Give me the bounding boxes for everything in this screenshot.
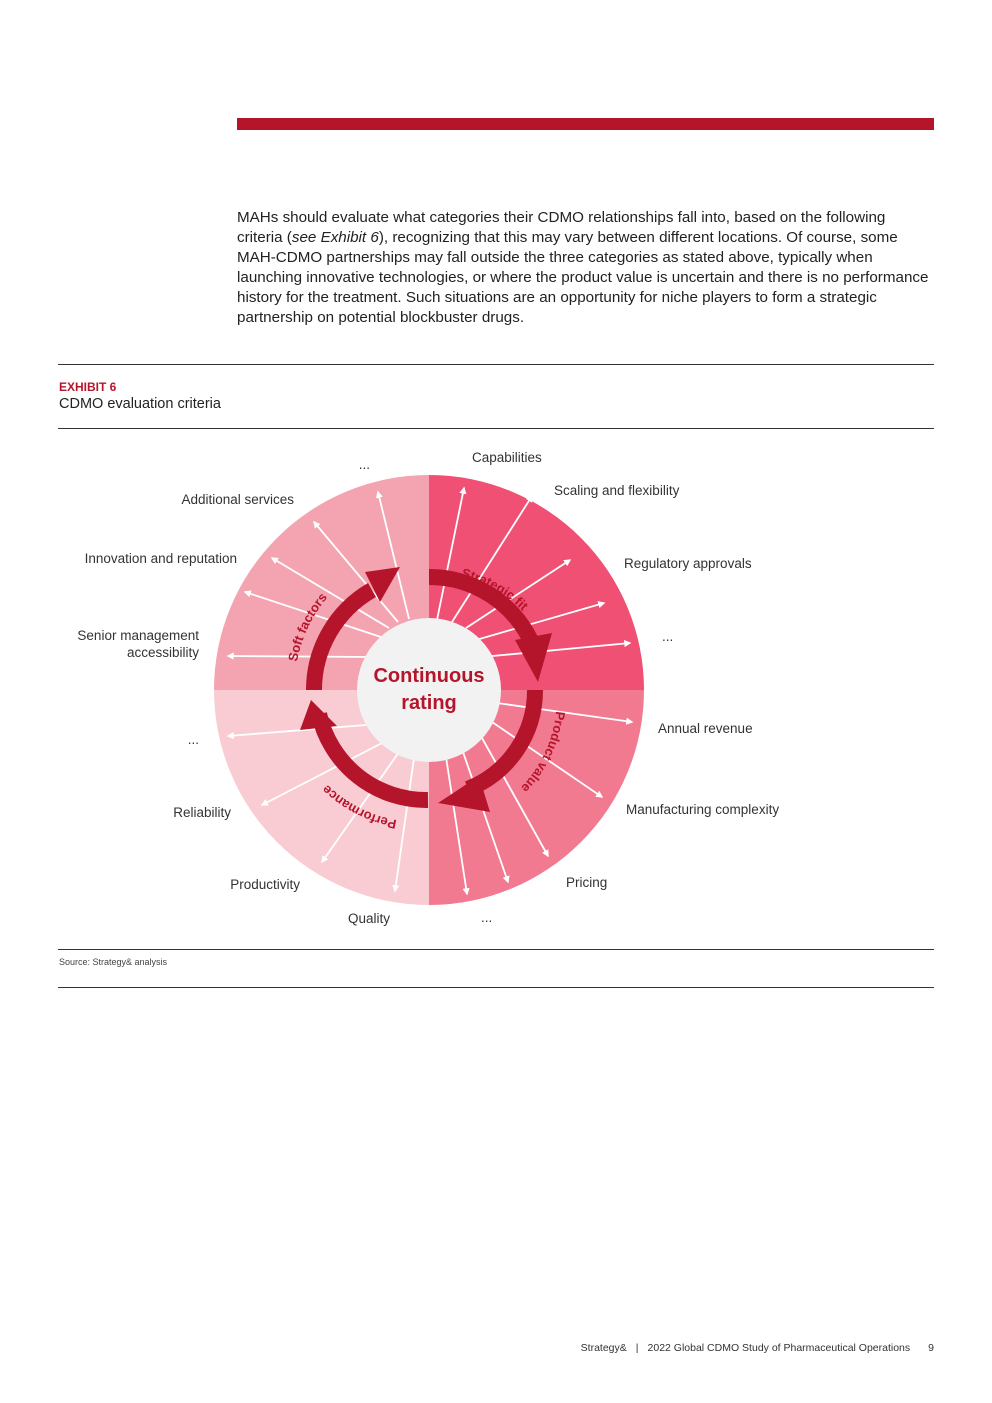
exhibit-label: EXHIBIT 6 [59, 380, 117, 394]
footer-brand: Strategy& [580, 1342, 627, 1354]
label-scaling-flexibility: Scaling and flexibility [554, 483, 680, 498]
cdmo-evaluation-diagram [0, 430, 992, 940]
center-text-line1: Continuous [373, 665, 485, 687]
exhibit-title-rule [58, 428, 934, 429]
label-annual-revenue: Annual revenue [658, 721, 753, 736]
exhibit-top-rule [58, 364, 934, 365]
intro-exhibit-reference: see Exhibit 6 [291, 229, 379, 246]
label-senior-management-line1: Senior management [77, 628, 199, 643]
label-quality: Quality [347, 911, 390, 926]
center-text-line2: rating [401, 692, 457, 714]
segment-label-soft-factors: Soft factors [285, 589, 330, 663]
label-productivity: Productivity [230, 877, 300, 892]
source-note: Source: Strategy& analysis [59, 957, 168, 967]
exhibit-title: CDMO evaluation criteria [59, 396, 221, 412]
label-capabilities: Capabilities [472, 450, 542, 465]
source-bottom-rule [58, 987, 934, 988]
label-performance-more: ... [187, 732, 199, 747]
footer-separator: | [635, 1342, 639, 1354]
segment-label-product-value: Product value [518, 710, 568, 796]
label-soft-factors-more: ... [358, 457, 370, 472]
page-footer [581, 1342, 934, 1354]
label-senior-management-line2: accessibility [126, 645, 199, 660]
page-number: 9 [928, 1342, 934, 1354]
label-manufacturing-complexity: Manufacturing complexity [626, 802, 780, 817]
center-circle [357, 618, 501, 762]
label-additional-services: Additional services [181, 492, 294, 507]
intro-text-before: MAHs should evaluate what categories their CDMO relationships fall into, based on the following criteria ( [237, 209, 886, 246]
label-innovation-reputation: Innovation and reputation [84, 551, 237, 566]
label-pricing: Pricing [566, 875, 608, 890]
label-strategic-fit-more: ... [662, 629, 674, 644]
intro-paragraph [237, 208, 934, 328]
segment-label-performance: Performance [318, 782, 398, 832]
label-product-value-more: ... [481, 910, 493, 925]
segment-label-strategic-fit: Strategic fit [460, 565, 532, 614]
label-reliability: Reliability [173, 805, 231, 820]
label-regulatory-approvals: Regulatory approvals [624, 556, 752, 571]
header-accent-bar [237, 118, 934, 130]
intro-text-after: ), recognizing that this may vary between different locations. Of course, some MAH-CDMO partnerships may fall outside the three categories as stated above, typically when launching innovative technologies, or where the product value is uncertain and there is no performance history for the treatment. Such situations are an opportunity for niche players to form a strategic partnership on potential blockbuster drugs. [237, 229, 929, 326]
footer-publication: 2022 Global CDMO Study of Pharmaceutical Operations [647, 1342, 911, 1354]
source-top-rule [58, 949, 934, 950]
